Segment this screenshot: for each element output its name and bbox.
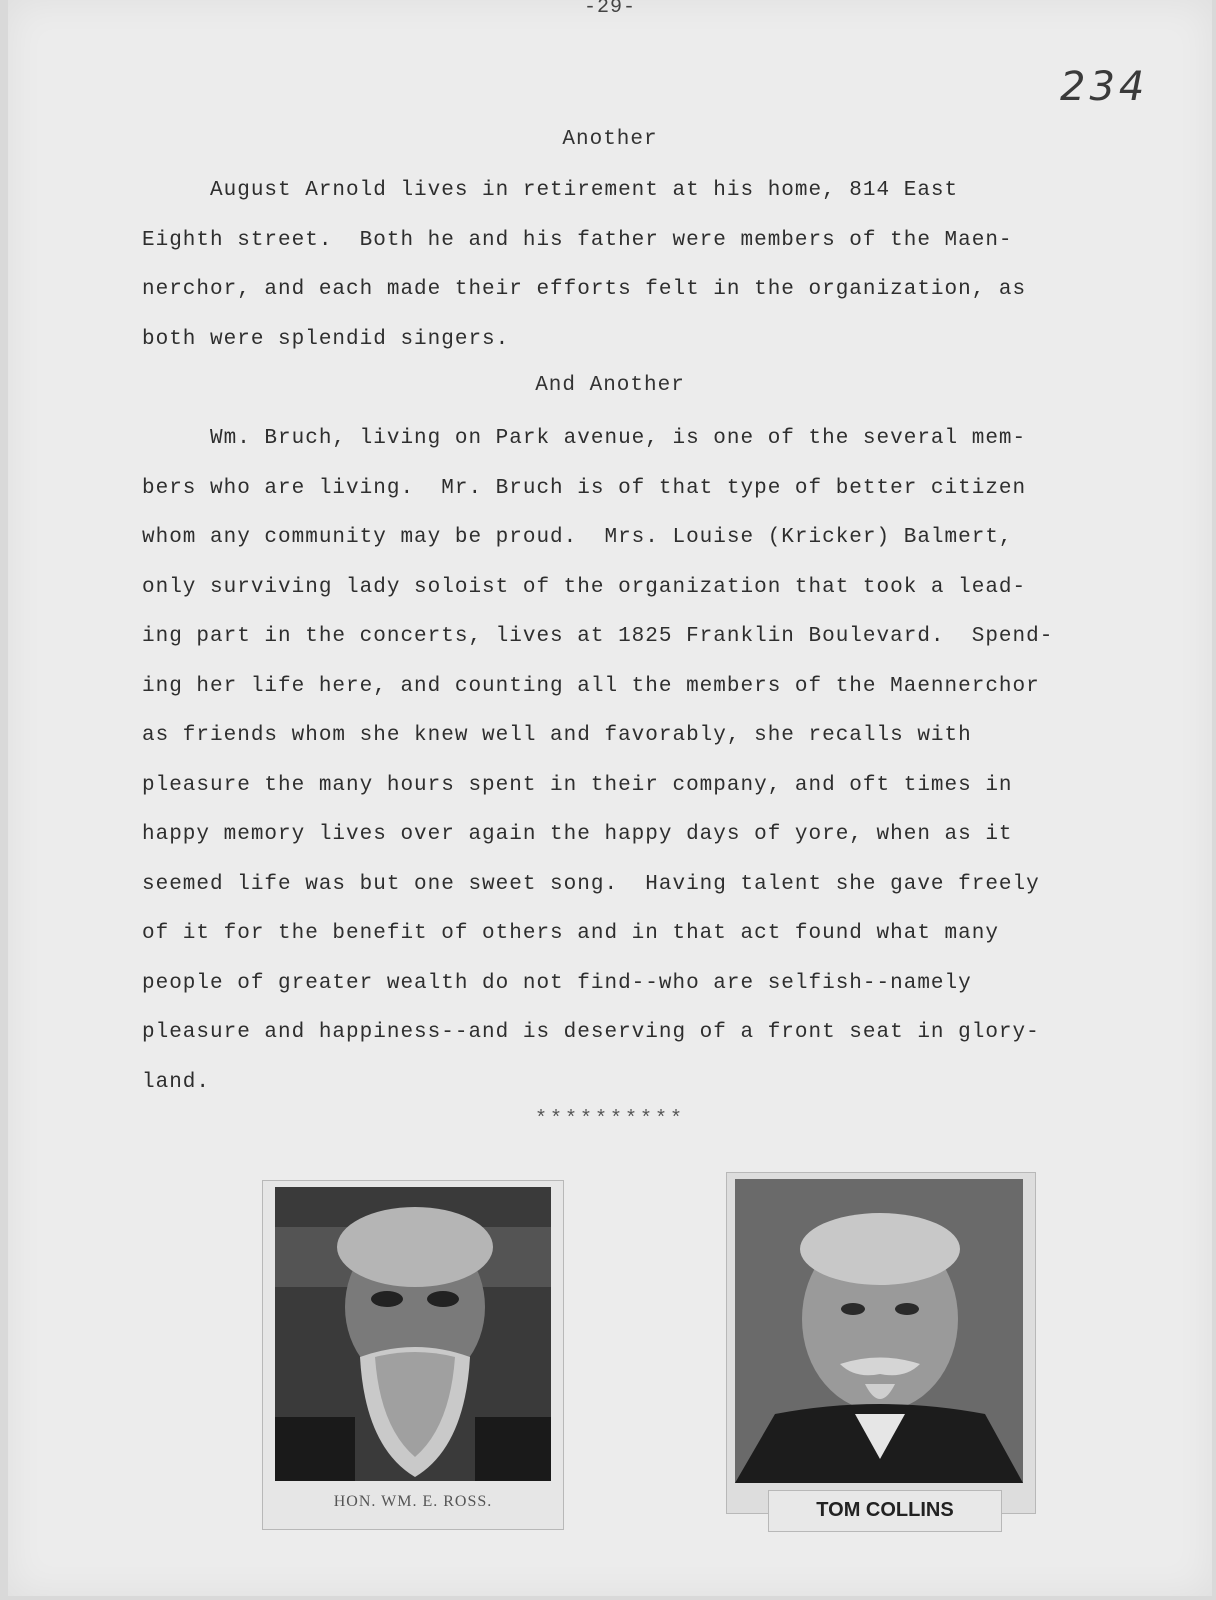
document-page <box>8 0 1212 1596</box>
text-line: of it for the benefit of others and in that act found what many <box>142 922 999 945</box>
portrait-bearded-man-icon <box>275 1187 551 1481</box>
handwritten-page-number: 234 <box>1060 64 1149 110</box>
page-number: -29- <box>583 0 636 19</box>
text-line: pleasure and happiness--and is deserving of a front seat in glory- <box>142 1021 1040 1044</box>
photo-caption-collins: TOM COLLINS <box>816 1499 954 1521</box>
photo-clipping-collins <box>726 1172 1036 1514</box>
text-line: August Arnold lives in retirement at his home, 814 East <box>142 179 959 202</box>
section-heading-and-another: And Another <box>535 374 685 397</box>
portrait-photo <box>735 1179 1023 1483</box>
text-line: whom any community may be proud. Mrs. Louise (Kricker) Balmert, <box>142 526 1013 549</box>
photo-caption-box-collins <box>768 1490 1002 1532</box>
photo-clipping-ross <box>262 1180 564 1530</box>
photo-caption-ross: HON. WM. E. ROSS. <box>333 1493 493 1510</box>
text-line: people of greater wealth do not find--who are selfish--namely <box>142 971 972 995</box>
text-line: nerchor, and each made their efforts felt in the organization, as <box>142 278 1027 301</box>
text-line: seemed life was but one sweet song. Having talent she gave freely <box>142 872 1040 896</box>
paragraph-august-arnold <box>142 166 1132 364</box>
text-line: bers who are living. Mr. Bruch is of that type of better citizen <box>142 476 1027 500</box>
text-line: happy memory lives over again the happy days of yore, when as it <box>142 823 1013 846</box>
text-line: pleasure the many hours spent in their company, and oft times in <box>142 773 1013 797</box>
text-line: as friends whom she knew well and favorably, she recalls with <box>142 724 972 747</box>
text-line: both were splendid singers. <box>142 327 510 351</box>
portrait-photo <box>275 1187 551 1481</box>
text-line: ing part in the concerts, lives at 1825 Franklin Boulevard. Spend- <box>142 625 1054 648</box>
text-line: land. <box>142 1070 211 1094</box>
text-line: Wm. Bruch, living on Park avenue, is one of the several mem- <box>142 427 1027 450</box>
paragraph-wm-bruch <box>142 414 1132 1107</box>
text-line: Eighth street. Both he and his father were members of the Maen- <box>142 228 1013 252</box>
section-heading-another: Another <box>562 128 658 151</box>
text-line: ing her life here, and counting all the members of the Maennerchor <box>142 674 1040 698</box>
asterisk-divider: ********** <box>534 1108 686 1131</box>
text-line: only surviving lady soloist of the organization that took a lead- <box>142 575 1027 599</box>
portrait-mustached-man-icon <box>735 1179 1023 1483</box>
